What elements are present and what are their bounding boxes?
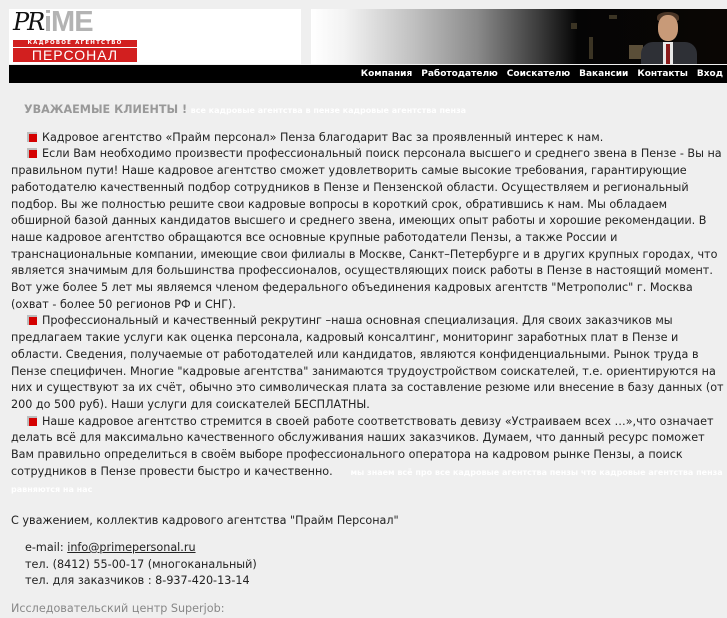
superjob-label: Исследовательский центр Superjob:	[11, 601, 225, 615]
logo-tagline: КАДРОВОЕ АГЕНТСТВО	[13, 40, 137, 47]
nav-employer[interactable]: Работодателю	[421, 69, 498, 79]
red-square-bullet-icon	[29, 150, 37, 158]
logo-brand: ПЕРСОНАЛ	[13, 48, 137, 62]
contacts-block	[25, 540, 727, 590]
paragraph: Кадровое агентство «Прайм персонал» Пенза благодарит Вас за проявленный интерес к нам.	[11, 130, 727, 147]
paragraph: Наше кадровое агентство стремится в своей работе соответствовать девизу «Устраиваем всех …»,что означает делать всё для максимально качественного обслуживания наших заказчиков. Думаем, что данный ресурс поможет Вам правильно определиться в своём выборе профессионального оператора на кадровом рынке Пензы, а поиск сотрудников в Пензе провести быстро и качественно. мы знаем всё про все кадровые агентства пензы что кадровые агентства пенза равняются на нас	[11, 414, 723, 495]
banner-photo	[311, 9, 727, 64]
email-link[interactable]: info@primepersonal.ru	[67, 540, 196, 554]
red-square-bullet-icon	[29, 134, 37, 142]
nav-candidate[interactable]: Соискателю	[506, 69, 571, 79]
logo-area	[9, 6, 301, 64]
header	[9, 6, 727, 64]
nav-login[interactable]: Вход	[696, 69, 723, 79]
phone-clients-line: тел. для заказчиков : 8-937-420-13-14	[25, 574, 250, 588]
nav-contacts[interactable]: Контакты	[637, 69, 688, 79]
heading-row	[11, 102, 727, 120]
top-nav	[9, 65, 727, 83]
page-heading: УВАЖАЕМЫЕ КЛИЕНТЫ !	[24, 103, 188, 116]
signature: С уважением, коллектив кадрового агентства "Прайм Персонал"	[11, 514, 399, 528]
paragraph: Профессиональный и качественный рекрутинг –наша основная специализация. Для своих заказчиков мы предлагаем такие услуги как оценка персонала, кадровый консалтинг, мониторинг заработных плат в Пензе и области. Сведения, получаемые от работодателей или кандидатов, являются конфиденциальными. Рынок труда в Пензе специфичен. Многие "кадровые агентства" занимаются трудоустройством соискателей, т.е. ориентируются на них и существуют за их счёт, обычно это символическая плата за составление резюме или внесение в базу данных (от 200 до 500 руб). Наши услуги для соискателей БЕСПЛАТНЫ.	[11, 314, 724, 411]
nav-company[interactable]: Компания	[360, 69, 413, 79]
main-content	[11, 102, 727, 618]
phone-line: тел. (8412) 55-00-17 (многоканальный)	[25, 557, 257, 571]
red-square-bullet-icon	[29, 418, 37, 426]
email-label: e-mail:	[25, 540, 68, 554]
window-light	[571, 23, 577, 29]
hidden-seo-text: мы знаем всё про все кадровые агентства пензы что кадровые агентства пенза равняются на нас	[11, 467, 723, 495]
person-tie	[666, 44, 670, 64]
window-light	[609, 15, 617, 19]
window-light	[589, 37, 593, 59]
logo-pr: PR	[13, 8, 44, 36]
person-head	[658, 15, 678, 41]
prime-personal-logo[interactable]	[12, 6, 140, 62]
hidden-seo-text: все кадровые агентства в пензе кадровые агентства пенза	[190, 106, 467, 115]
red-square-bullet-icon	[29, 317, 37, 325]
email-line	[25, 540, 727, 557]
logo-ime: iME	[44, 6, 93, 38]
paragraph: Если Вам необходимо произвести профессиональный поиск персонала высшего и среднего звена в Пензе - Вы на правильном пути! Наше кадровое агентство сможет удовлетворить самые высокие требования, гарантирующие работодателю качественный подбор сотрудников в Пензе и Пензенской области. Осуществляем и региональный подбор. Вы же полностью решите свои кадровые вопросы в короткий срок, обратившись к нам. Мы обладаем обширной базой данных кандидатов высшего и среднего звена, имеющих опыт работы и хорошие рекомендации. В наше кадровое агентство обращаются все основные крупные работодатели Пензы, а также России и транснациональные компании, имеющие свои филиалы в Москве, Санкт–Петербурге и в других крупных городах, что является значимым для большинства профессионалов, осуществляющих поиск работы в Пензе в настоящий момент. Вот уже более 5 лет мы являемся членом федерального объединения кадровых агентств "Метрополис" г. Москва (охват - более 50 регионов РФ и СНГ).	[11, 147, 722, 311]
nav-vacancies[interactable]: Вакансии	[579, 69, 629, 79]
